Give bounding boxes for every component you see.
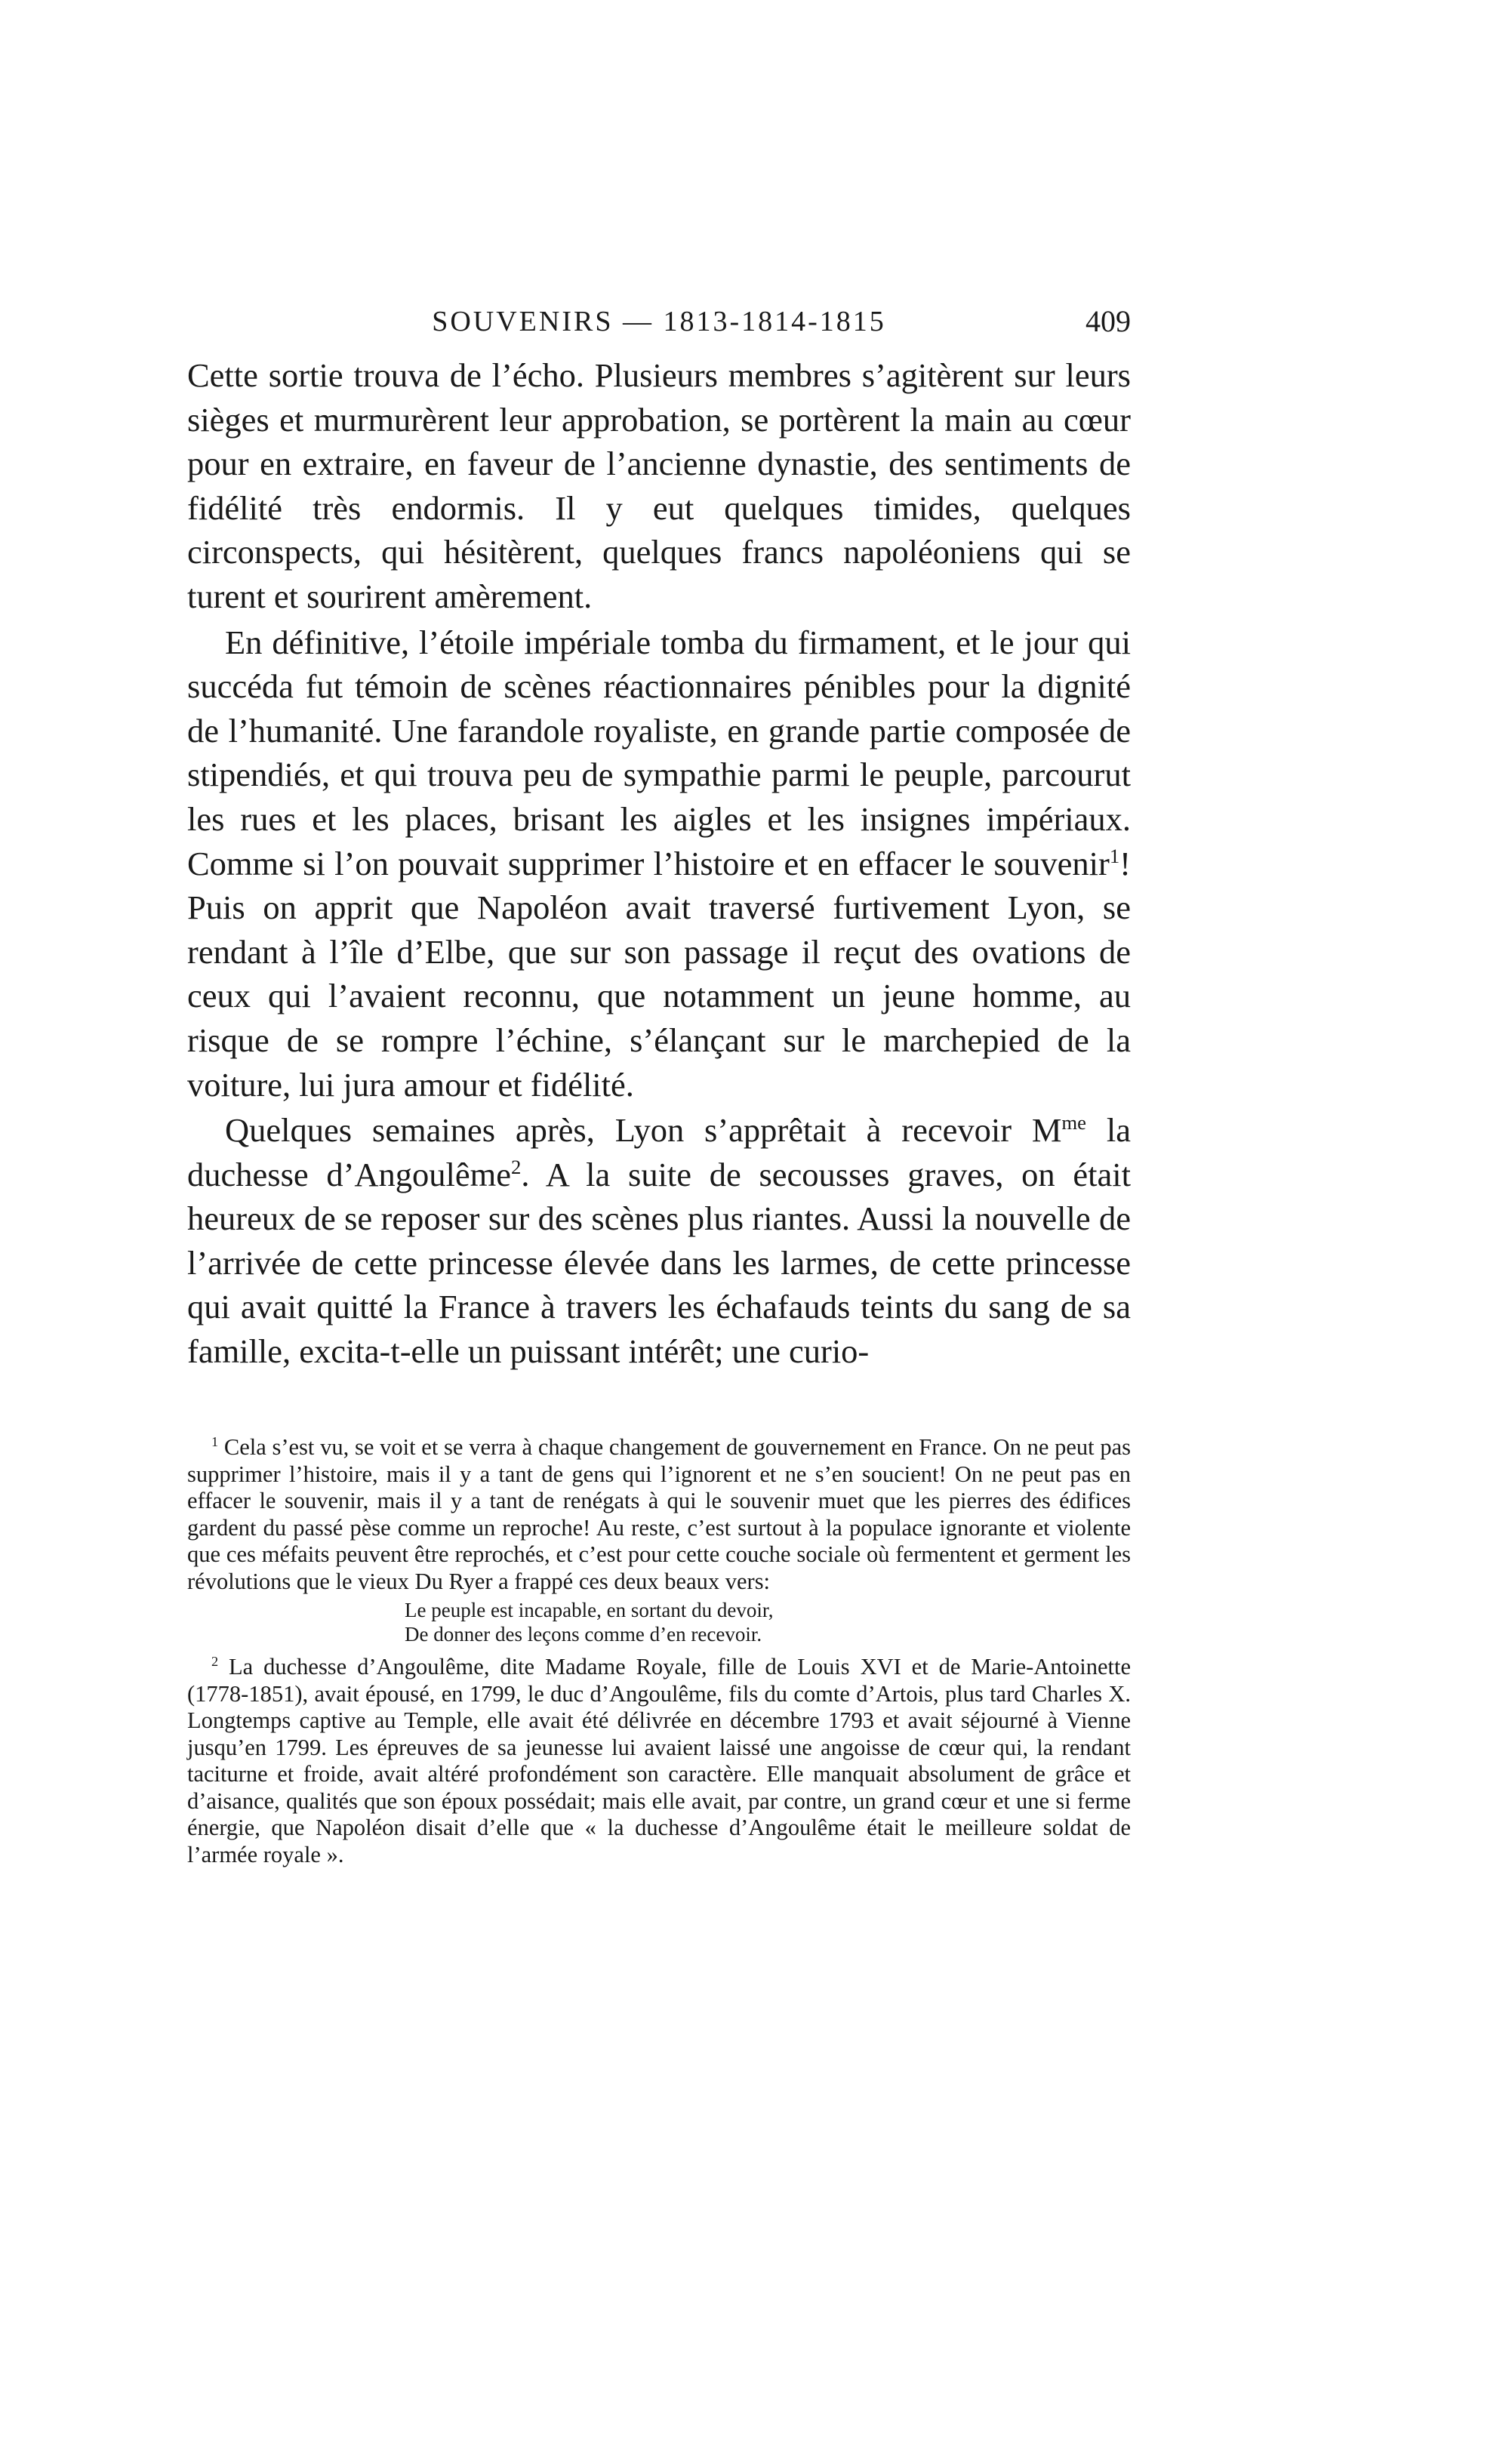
footnote-1: [187, 1434, 1131, 1646]
footnote-body: Cela s’est vu, se voit et se verra à chaque changement de gouvernement en France. On ne peut pas supprimer l’histoire, mais il y a tant de gens qui l’ignorent et ne s’en soucient! On ne peut pas en effacer le souvenir, mais il y a tant de renégats à qui le souvenir muet que les pierres des édifices gardent du passé pèse comme un reproche! Au reste, c’est surtout à la populace ignorante et violente que ces méfaits peuvent être reprochés, et c’est pour cette couche sociale où fermentent et germent les révolutions que le vieux Du Ryer a frappé ces deux beaux vers:: [187, 1434, 1131, 1594]
verse-line: De donner des leçons comme d’en recevoir.: [405, 1623, 762, 1646]
footnote-text: [187, 1434, 1131, 1595]
footnotes: [187, 1434, 1131, 1868]
body-text: [187, 353, 1131, 1374]
paragraph-3: [187, 1108, 1131, 1374]
paragraph-text: Cette sortie trouva de l’écho. Plusieurs membres s’agitèrent sur leurs sièges et murmurèrent leur approbation, se portèrent la main au cœur pour en extraire, en faveur de l’ancienne dynastie, des sentiments de fidélité très endormis. Il y eut quelques timides, quelques circonspects, qui hésitèrent, quelques francs napoléoniens qui se turent et sourirent amèrement.: [187, 356, 1131, 615]
paragraph-1: [187, 353, 1131, 619]
verse-line: Le peuple est incapable, en sortant du devoir,: [405, 1599, 774, 1621]
page-number: 409: [1085, 304, 1131, 338]
footnote-marker: 1: [211, 1433, 219, 1449]
footnote-ref-1: 1: [1109, 844, 1120, 867]
verse-quote: [187, 1598, 1131, 1646]
paragraph-text: Quelques semaines après, Lyon s’apprêtait à recevoir M: [225, 1111, 1062, 1150]
running-head: [187, 303, 1131, 349]
paragraph-text: . A la suite de secousses graves, on était heureux de se reposer sur des scènes plus riantes. Aussi la nouvelle de l’arrivée de cette princesse élevée dans les larmes, de cette princesse qui avait quitté la France à travers les échafauds teints du sang de sa famille, excita-t-elle un puissant intérêt; une curio-: [187, 1155, 1131, 1371]
footnote-marker: 2: [211, 1653, 219, 1669]
paragraph-text: En définitive, l’étoile impériale tomba du firmament, et le jour qui succéda fut témoin de scènes réactionnaires pénibles pour la dignité de l’humanité. Une farandole royaliste, en grande partie composée de stipendiés, et qui trouva peu de sympathie parmi le peuple, parcourut les rues et les places, brisant les aigles et les insignes impériaux. Comme si l’on pouvait supprimer l’histoire et en effacer le souvenir: [187, 623, 1131, 882]
footnote-2: [187, 1654, 1131, 1868]
running-title: SOUVENIRS — 1813-1814-1815: [432, 306, 886, 337]
footnote-text: [187, 1654, 1131, 1868]
title-abbreviation-superscript: me: [1061, 1111, 1087, 1135]
footnote-body: La duchesse d’Angoulême, dite Madame Royale, fille de Louis XVI et de Marie-Antoinette (1778-1851), avait épousé, en 1799, le duc d’Angoulême, fils du comte d’Artois, plus tard Charles X. Longtemps captive au Temple, elle avait été délivrée en décembre 1793 et avait séjourné à Vienne jusqu’en 1799. Les épreuves de sa jeunesse lui avaient laissé une angoisse de cœur qui, la rendant taciturne et froide, avait altéré profondément son caractère. Elle manquait absolument de grâce et d’aisance, qualités que son époux possédait; mais elle avait, par contre, un grand cœur et une si ferme énergie, que Napoléon disait d’elle que « la duchesse d’Angoulême était le meilleure soldat de l’armée royale ».: [187, 1654, 1132, 1867]
paragraph-text: la duchesse d’Angoulême: [187, 1111, 1131, 1193]
footnote-ref-2: 2: [511, 1155, 522, 1178]
paragraph-2: [187, 620, 1131, 1107]
paragraph-text: ! Puis on apprit que Napoléon avait traversé furtivement Lyon, se rendant à l’île d’Elbe, que sur son passage il reçut des ovations de ceux qui l’avaient reconnu, que notamment un jeune homme, au risque de se rompre l’échine, s’élançant sur le marchepied de la voiture, lui jura amour et fidélité.: [187, 844, 1131, 1104]
